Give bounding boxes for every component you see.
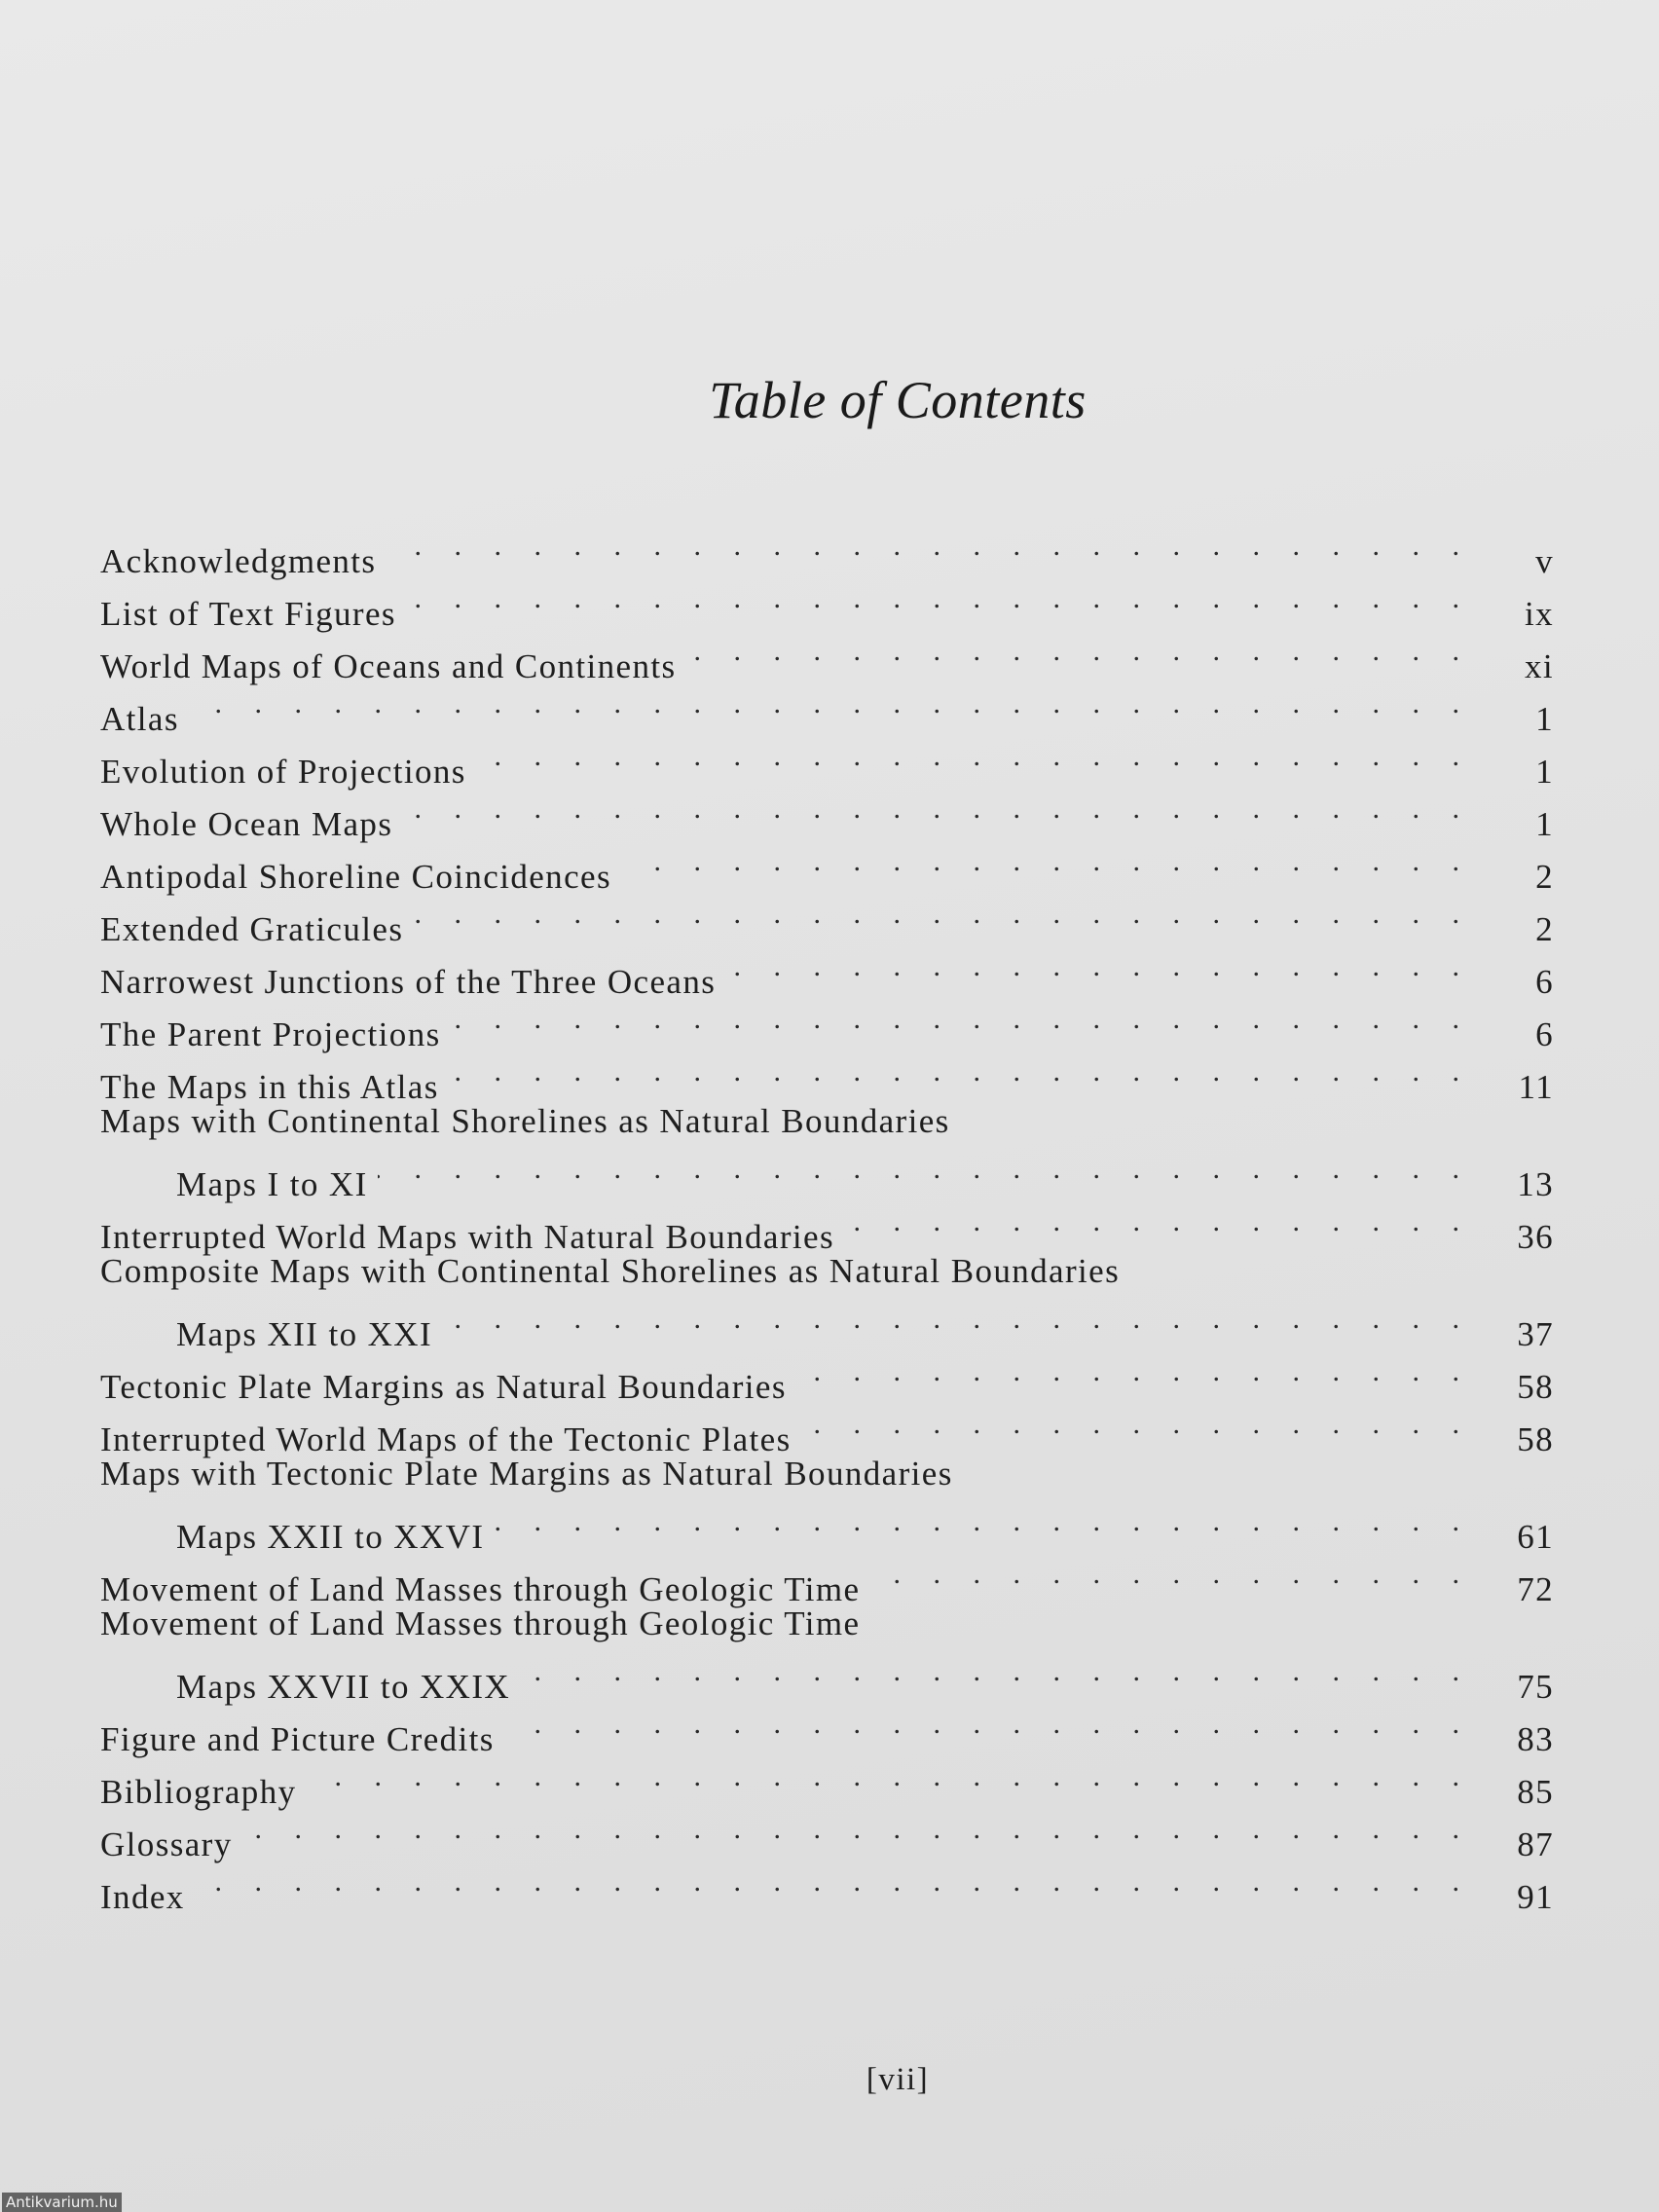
toc-entry-page: 2: [1535, 858, 1554, 896]
toc-entry-label: Atlas: [100, 700, 179, 738]
toc-entry-label: Maps XXII to XXVI: [176, 1518, 485, 1556]
toc-entry: [100, 572, 1556, 633]
toc-entry-label: The Parent Projections: [100, 1015, 441, 1053]
toc-entry-label: Narrowest Junctions of the Three Oceans: [100, 963, 717, 1001]
toc-entry-page: 72: [1517, 1570, 1554, 1608]
toc-entry-page: 11: [1518, 1068, 1554, 1106]
toc-entry-label: Antipodal Shoreline Coincidences: [100, 858, 611, 896]
toc-entry-page: 2: [1535, 910, 1554, 948]
toc-entry: [100, 1346, 1556, 1406]
dot-leader: [413, 888, 1472, 940]
toc-entry: [100, 993, 1556, 1053]
dot-leader: [686, 625, 1473, 678]
dot-leader: [869, 1548, 1472, 1601]
dot-leader: [796, 1346, 1472, 1398]
toc-entry: [100, 1601, 1556, 1706]
toc-entry-row: [100, 1645, 1556, 1706]
toc-entry-row: [100, 1548, 1556, 1608]
toc-entry: [100, 835, 1556, 896]
toc-entry: [100, 1751, 1556, 1811]
toc-entry: [100, 1803, 1556, 1863]
toc-entry: [100, 1548, 1556, 1608]
dot-leader: [402, 783, 1472, 835]
toc-entry-label: The Maps in this Atlas: [100, 1068, 439, 1106]
toc-entry-heading: Movement of Land Masses through Geologic Time: [100, 1604, 861, 1642]
toc-entry-label: Interrupted World Maps of the Tectonic Plates: [100, 1420, 792, 1458]
toc-entry-row: [100, 835, 1556, 896]
toc-entry-row: [100, 1398, 1556, 1458]
toc-entry-row: [100, 1293, 1556, 1353]
toc-entry-page: 36: [1517, 1218, 1554, 1256]
dot-leader: [449, 1046, 1472, 1098]
toc-entry-page: 75: [1517, 1668, 1554, 1706]
toc-entry-row: [100, 783, 1556, 843]
toc-entry: [100, 625, 1556, 685]
dot-leader: [442, 1293, 1472, 1346]
toc-entry-heading: Maps with Tectonic Plate Margins as Natural Boundaries: [100, 1455, 953, 1493]
toc-entry-page: 87: [1517, 1825, 1554, 1863]
toc-entry-page: ix: [1524, 595, 1554, 633]
toc-entry-label: Index: [100, 1878, 185, 1916]
toc-entry-label: Tectonic Plate Margins as Natural Boundaries: [100, 1368, 787, 1406]
toc-entry-page: 58: [1517, 1420, 1554, 1458]
watermark: Antikvarium.hu: [2, 2193, 122, 2212]
toc-entry: [100, 678, 1556, 738]
toc-entry-page: 37: [1517, 1315, 1554, 1353]
dot-leader: [406, 572, 1472, 625]
toc-entry-label: World Maps of Oceans and Continents: [100, 647, 677, 685]
table-of-contents: [100, 520, 1556, 1916]
page-number: [vii]: [866, 2062, 930, 2097]
toc-entry-row: [100, 1046, 1556, 1106]
toc-entry-label: Bibliography: [100, 1773, 297, 1811]
dot-leader: [725, 940, 1472, 993]
toc-entry-label: Glossary: [100, 1825, 233, 1863]
toc-entry-page: v: [1535, 542, 1554, 580]
dot-leader: [195, 1856, 1472, 1908]
toc-entry-row: [100, 1803, 1556, 1863]
toc-entry: [100, 1856, 1556, 1916]
dot-leader: [386, 520, 1472, 572]
toc-entry: [100, 783, 1556, 843]
toc-entry-row: [100, 1698, 1556, 1758]
toc-entry-row: [100, 888, 1556, 948]
dot-leader: [451, 993, 1472, 1046]
toc-entry-row: [100, 625, 1556, 685]
toc-entry-row: [100, 993, 1556, 1053]
toc-entry-label: Extended Graticules: [100, 910, 404, 948]
toc-entry-label: Acknowledgments: [100, 542, 377, 580]
toc-entry-label: Interrupted World Maps with Natural Boundaries: [100, 1218, 834, 1256]
toc-entry-label: Maps XXVII to XXIX: [176, 1668, 511, 1706]
toc-entry-row: [100, 1856, 1556, 1916]
dot-leader: [504, 1698, 1472, 1751]
toc-entry-page: 85: [1517, 1773, 1554, 1811]
page-title: Table of Contents: [709, 371, 1087, 429]
toc-entry-page: 6: [1535, 963, 1554, 1001]
dot-leader: [801, 1398, 1472, 1451]
toc-entry-heading: Composite Maps with Continental Shorelines as Natural Boundaries: [100, 1252, 1121, 1290]
dot-leader: [189, 678, 1472, 730]
toc-entry: [100, 940, 1556, 1001]
toc-entry: [100, 520, 1556, 580]
dot-leader: [844, 1196, 1472, 1248]
dot-leader: [242, 1803, 1472, 1856]
toc-entry: [100, 1046, 1556, 1106]
toc-entry-row: [100, 1751, 1556, 1811]
dot-leader: [378, 1143, 1472, 1196]
toc-entry-page: 83: [1517, 1720, 1554, 1758]
toc-entry-row: [100, 1196, 1556, 1256]
toc-entry-page: 58: [1517, 1368, 1554, 1406]
toc-entry-page: 1: [1535, 753, 1554, 791]
toc-entry-row: [100, 1346, 1556, 1406]
toc-entry-row: [100, 572, 1556, 633]
toc-entry: [100, 1451, 1556, 1556]
toc-entry-row: [100, 940, 1556, 1001]
toc-entry-label: Maps I to XI: [176, 1165, 368, 1203]
dot-leader: [307, 1751, 1472, 1803]
toc-entry-page: xi: [1524, 647, 1554, 685]
toc-entry-page: 1: [1535, 805, 1554, 843]
toc-entry-row: [100, 730, 1556, 791]
toc-entry: [100, 1098, 1556, 1203]
dot-leader: [621, 835, 1472, 888]
toc-entry-heading: Maps with Continental Shorelines as Natural Boundaries: [100, 1102, 950, 1140]
toc-entry-label: Maps XII to XXI: [176, 1315, 433, 1353]
toc-entry-label: Movement of Land Masses through Geologic Time: [100, 1570, 861, 1608]
toc-entry-label: List of Text Figures: [100, 595, 396, 633]
dot-leader: [520, 1645, 1472, 1698]
toc-entry-page: 1: [1535, 700, 1554, 738]
toc-entry-label: Evolution of Projections: [100, 753, 466, 791]
toc-entry-label: Figure and Picture Credits: [100, 1720, 495, 1758]
toc-entry: [100, 1196, 1556, 1256]
toc-entry-row: [100, 1495, 1556, 1556]
toc-entry-row: [100, 1143, 1556, 1203]
toc-entry: [100, 1698, 1556, 1758]
toc-entry-label: Whole Ocean Maps: [100, 805, 393, 843]
toc-entry-page: 61: [1517, 1518, 1554, 1556]
toc-entry-page: 13: [1517, 1165, 1554, 1203]
toc-entry: [100, 1398, 1556, 1458]
dot-leader: [476, 730, 1472, 783]
toc-entry: [100, 730, 1556, 791]
toc-entry: [100, 888, 1556, 948]
toc-entry-row: [100, 678, 1556, 738]
toc-entry-page: 6: [1535, 1015, 1554, 1053]
toc-entry-row: [100, 520, 1556, 580]
toc-entry-page: 91: [1517, 1878, 1554, 1916]
toc-entry: [100, 1248, 1556, 1353]
dot-leader: [494, 1495, 1472, 1548]
